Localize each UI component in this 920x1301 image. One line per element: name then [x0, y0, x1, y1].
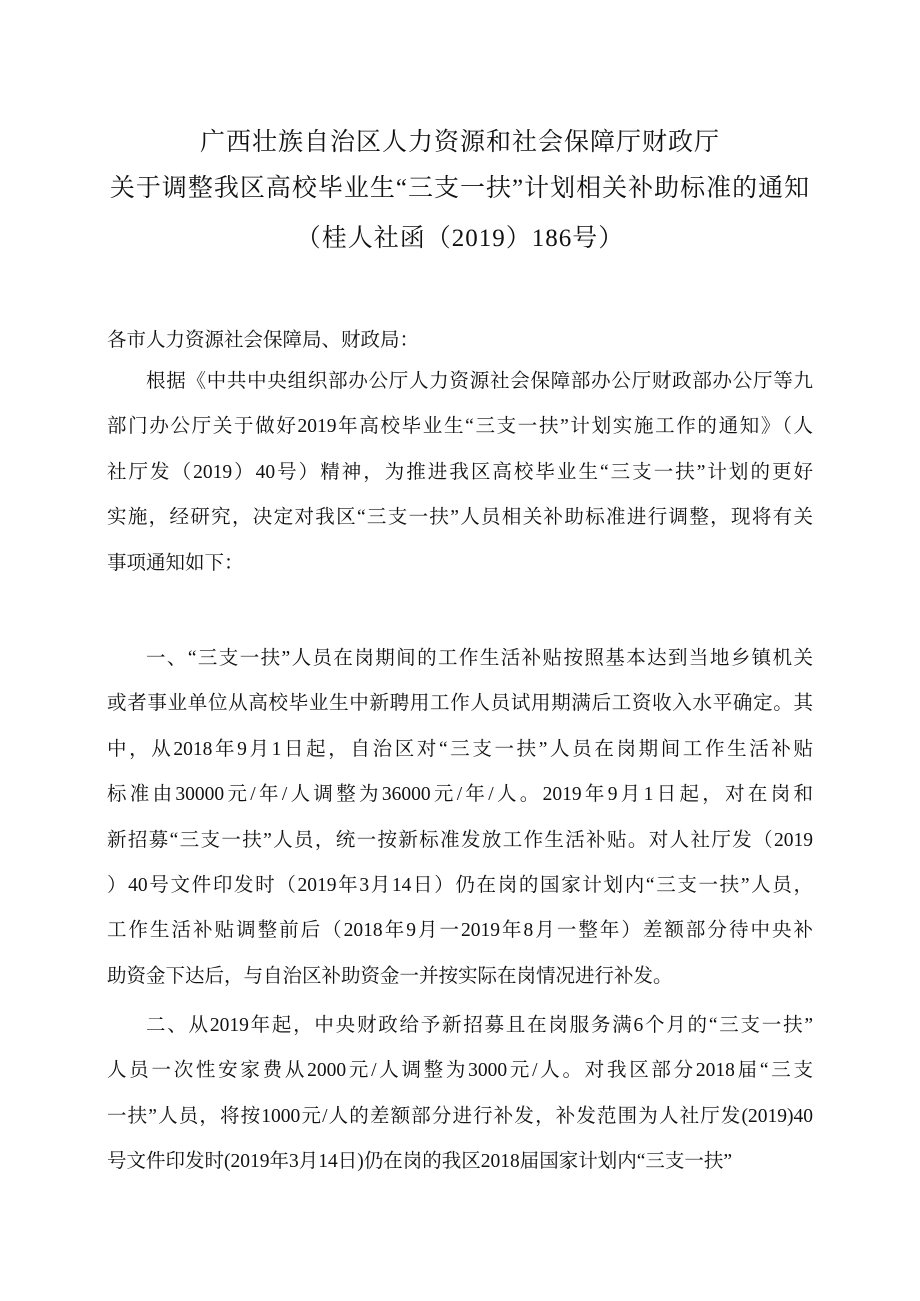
- paragraph-2-line-1: 一、“三支一扶”人员在岗期间的工作生活补贴按照基本达到当地乡镇机关: [146, 648, 813, 669]
- document-number: （桂人社函（2019）186号）: [295, 225, 625, 252]
- paragraph-1-line-2: 部门办公厅关于做好2019年高校毕业生“三支一扶”计划实施工作的通知》（人: [107, 416, 813, 437]
- title-line-1: 广西壮族自治区人力资源和社会保障厅财政厅: [199, 129, 720, 156]
- paragraph-1-line-1: 根据《中共中央组织部办公厅人力资源社会保障部办公厅财政部办公厅等九: [146, 371, 813, 392]
- salutation: 各市人力资源社会保障局、财政局：: [107, 330, 420, 351]
- paragraph-3-line-4: 号文件印发时(2019年3月14日)仍在岗的我区2018届国家计划内“三支一扶”: [107, 1151, 733, 1172]
- paragraph-2-line-8: 助资金下达后，与自治区补助资金一并按实际在岗情况进行补发。: [107, 966, 673, 987]
- paragraph-1-line-5: 事项通知如下：: [107, 553, 244, 574]
- title-line-2: 关于调整我区高校毕业生“三支一扶”计划相关补助标准的通知: [109, 175, 811, 202]
- paragraph-2-line-6: ）40号文件印发时（2019年3月14日）仍在岗的国家计划内“三支一扶”人员，: [107, 875, 813, 896]
- paragraph-3-line-1: 二、从2019年起，中央财政给予新招募且在岗服务满6个月的“三支一扶”: [146, 1015, 813, 1036]
- paragraph-2-line-5: 新招募“三支一扶”人员，统一按新标准发放工作生活补贴。对人社厅发（2019: [107, 830, 813, 851]
- paragraph-1-line-4: 实施，经研究，决定对我区“三支一扶”人员相关补助标准进行调整，现将有关: [107, 507, 813, 528]
- paragraph-1-line-3: 社厅发（2019）40号）精神，为推进我区高校毕业生“三支一扶”计划的更好: [107, 462, 813, 483]
- paragraph-2-line-4: 标准由30000元/年/人调整为36000元/年/人。2019年9月1日起，对在岗和: [107, 784, 813, 805]
- paragraph-2-line-2: 或者事业单位从高校毕业生中新聘用工作人员试用期满后工资收入水平确定。其: [107, 693, 813, 714]
- paragraph-3-line-2: 人员一次性安家费从2000元/人调整为3000元/人。对我区部分2018届“三支: [107, 1060, 813, 1081]
- paragraph-3-line-3: 一扶”人员，将按1000元/人的差额部分进行补发，补发范围为人社厅发(2019)40: [107, 1106, 813, 1127]
- paragraph-2-line-7: 工作生活补贴调整前后（2018年9月一2019年8月一整年）差额部分待中央补: [107, 920, 813, 941]
- paragraph-2-line-3: 中，从2018年9月1日起，自治区对“三支一扶”人员在岗期间工作生活补贴: [107, 739, 813, 760]
